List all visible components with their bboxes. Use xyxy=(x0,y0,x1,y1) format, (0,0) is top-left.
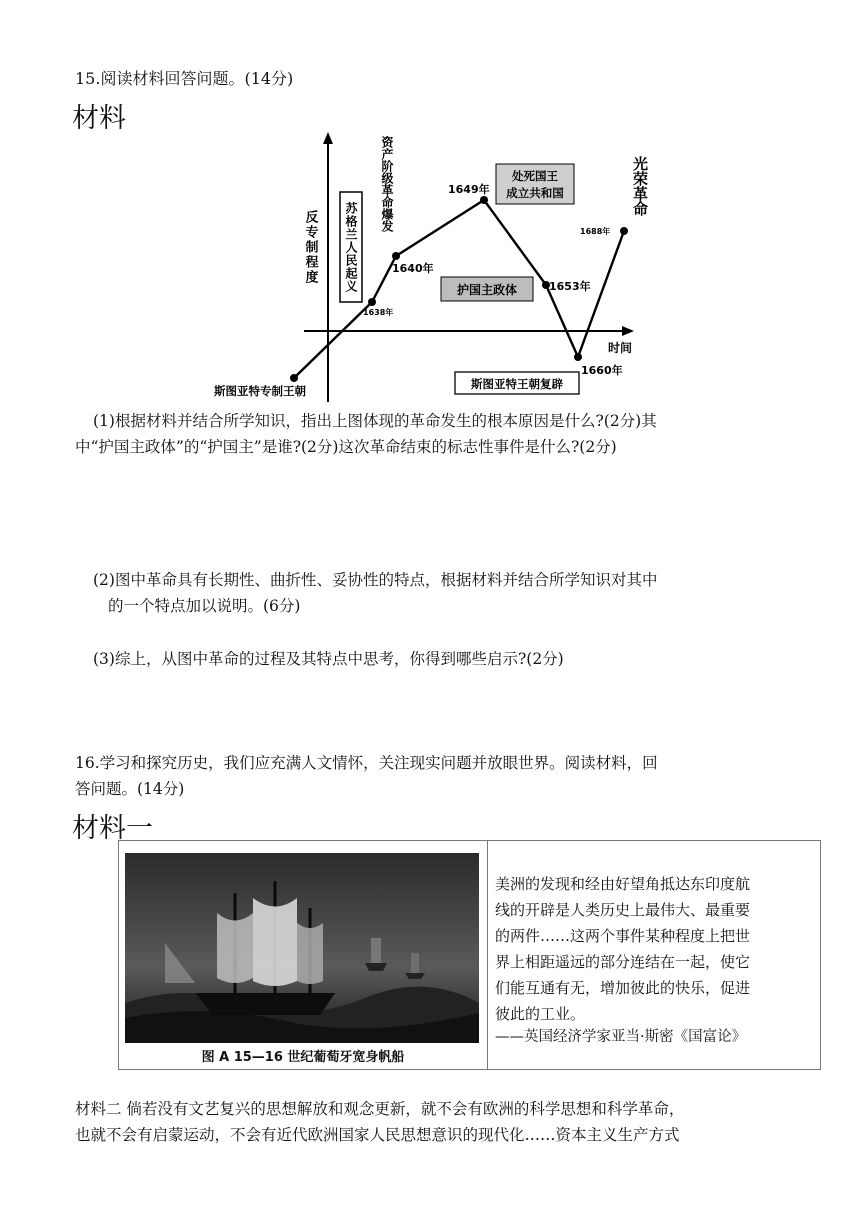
label-bourgeois-revolution: 资产阶级革命爆发 xyxy=(380,136,394,232)
quote-line: 彼此的工业。 xyxy=(495,1005,586,1023)
label-1638: 1638年 xyxy=(363,308,394,317)
quote-line: 美洲的发现和经由好望角抵达东印度航 xyxy=(495,875,751,893)
quote-line: 界上相距遥远的部分连结在一起，使它 xyxy=(495,953,751,971)
point-1638 xyxy=(368,298,376,306)
question-15-part3: (3)综上，从图中革命的过程及其特点中思考，你得到哪些启示?(2分) xyxy=(93,650,564,668)
material-two-line2: 也就不会有启蒙运动，不会有近代欧洲国家人民思想意识的现代化……资本主义生产方式 xyxy=(75,1126,680,1144)
y-axis-arrow xyxy=(323,132,333,144)
material-label: 材料 xyxy=(72,103,126,134)
point-1660 xyxy=(574,353,582,361)
question-16-title-line1: 16.学习和探究历史，我们应充满人文情怀，关注现实问题并放眼世界。阅读材料，回 xyxy=(75,754,658,772)
question-15-part2-line2: 的一个特点加以说明。(6分) xyxy=(108,597,301,615)
label-1653: 1653年 xyxy=(549,280,591,293)
label-scotland-uprising: 苏格兰人民起义 xyxy=(344,202,358,293)
y-axis-label: 反专制程度 xyxy=(302,210,318,285)
quote-line: 线的开辟是人类历史上最伟大、最重要 xyxy=(495,901,751,919)
question-16-title-line2: 答问题。(14分) xyxy=(75,780,185,798)
label-1649: 1649年 xyxy=(448,183,490,196)
quote-line: 们能互通有无，增加彼此的快乐，促进 xyxy=(495,979,751,997)
figure-divider xyxy=(487,841,488,1069)
smith-quote xyxy=(495,871,817,1027)
label-1688: 1688年 xyxy=(580,227,611,236)
x-axis-arrow xyxy=(622,326,634,336)
label-1640: 1640年 xyxy=(392,262,434,275)
label-restoration: 斯图亚特王朝复辟 xyxy=(471,377,563,391)
x-axis-label: 时间 xyxy=(608,341,633,355)
label-1660: 1660年 xyxy=(581,364,623,377)
quote-line: 的两件……这两个事件某种程度上把世 xyxy=(495,927,751,945)
quote-source: ——英国经济学家亚当·斯密《国富论》 xyxy=(495,1029,747,1045)
point-1640 xyxy=(392,252,400,260)
material-one-label: 材料一 xyxy=(72,813,153,844)
point-start xyxy=(290,374,298,382)
material-one-figure xyxy=(118,840,821,1070)
question-15-title: 15.阅读材料回答问题。(14分) xyxy=(75,69,294,88)
question-15-part1-line2: 中“护国主政体”的“护国主”是谁?(2分)这次革命结束的标志性事件是什么?(2分) xyxy=(75,438,617,456)
point-1649 xyxy=(480,196,488,204)
question-15-part2-line1: (2)图中革命具有长期性、曲折性、妥协性的特点，根据材料并结合所学知识对其中 xyxy=(93,571,658,589)
carrack-ship-photo xyxy=(125,853,479,1043)
revolution-diagram xyxy=(200,130,660,402)
label-execute-king: 处死国王 xyxy=(512,169,558,183)
label-stuart-dynasty: 斯图亚特专制王朝 xyxy=(214,384,306,398)
label-republic: 成立共和国 xyxy=(506,186,564,200)
label-protectorate: 护国主政体 xyxy=(456,283,518,297)
figure-caption: 图 A 15—16 世纪葡萄牙宽身帆船 xyxy=(201,1050,405,1065)
label-glorious-revolution: 光荣革命 xyxy=(631,156,649,216)
material-two-line1: 材料二 倘若没有文艺复兴的思想解放和观念更新，就不会有欧洲的科学思想和科学革命， xyxy=(75,1100,685,1118)
question-15-part1-line1: (1)根据材料并结合所学知识，指出上图体现的革命发生的根本原因是什么?(2分)其 xyxy=(93,412,657,430)
point-1688 xyxy=(620,227,628,235)
